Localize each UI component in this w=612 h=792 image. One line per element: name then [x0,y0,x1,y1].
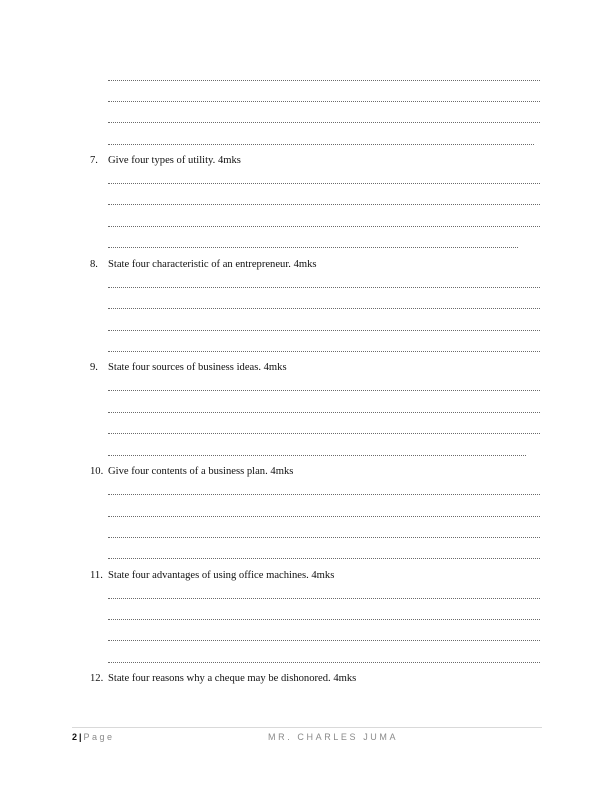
question-text: State four reasons why a cheque may be dishonored. 4mks [108,673,357,684]
question-12: 12. State four reasons why a cheque may be dishonored. 4mks [90,673,357,684]
footer-author: MR. CHARLES JUMA [268,732,399,742]
answer-line [108,204,540,205]
answer-line [108,640,540,641]
answer-line [108,662,540,663]
answer-line [108,183,540,184]
question-text: Give four contents of a business plan. 4mks [108,466,294,477]
answer-line [108,619,540,620]
question-10: 10. Give four contents of a business plan. 4mks [90,466,294,477]
question-8: 8. State four characteristic of an entrepreneur. 4mks [90,259,317,270]
question-11: 11. State four advantages of using office machines. 4mks [90,570,335,581]
answer-line [108,558,540,559]
answer-line [108,516,540,517]
answer-line [108,455,526,456]
answer-line [108,144,534,145]
answer-line [108,80,540,81]
answer-line [108,247,518,248]
page-number: 2 [72,732,78,742]
answer-line [108,351,540,352]
question-text: State four sources of business ideas. 4mks [108,362,287,373]
question-7: 7. Give four types of utility. 4mks [90,155,241,166]
question-text: Give four types of utility. 4mks [108,155,241,166]
footer-separator: | [79,732,82,742]
footer-divider [72,727,542,728]
answer-line [108,287,540,288]
answer-line [108,330,540,331]
question-text: State four characteristic of an entrepreneur. 4mks [108,259,317,270]
answer-line [108,537,540,538]
answer-line [108,412,540,413]
answer-line [108,101,540,102]
page-label: Page [83,732,115,742]
answer-line [108,122,540,123]
page-footer [72,732,542,742]
question-text: State four advantages of using office machines. 4mks [108,570,335,581]
answer-line [108,226,540,227]
answer-line [108,433,540,434]
answer-line [108,598,540,599]
answer-line [108,308,540,309]
answer-line [108,494,540,495]
answer-line [108,390,540,391]
question-9: 9. State four sources of business ideas. 4mks [90,362,287,373]
